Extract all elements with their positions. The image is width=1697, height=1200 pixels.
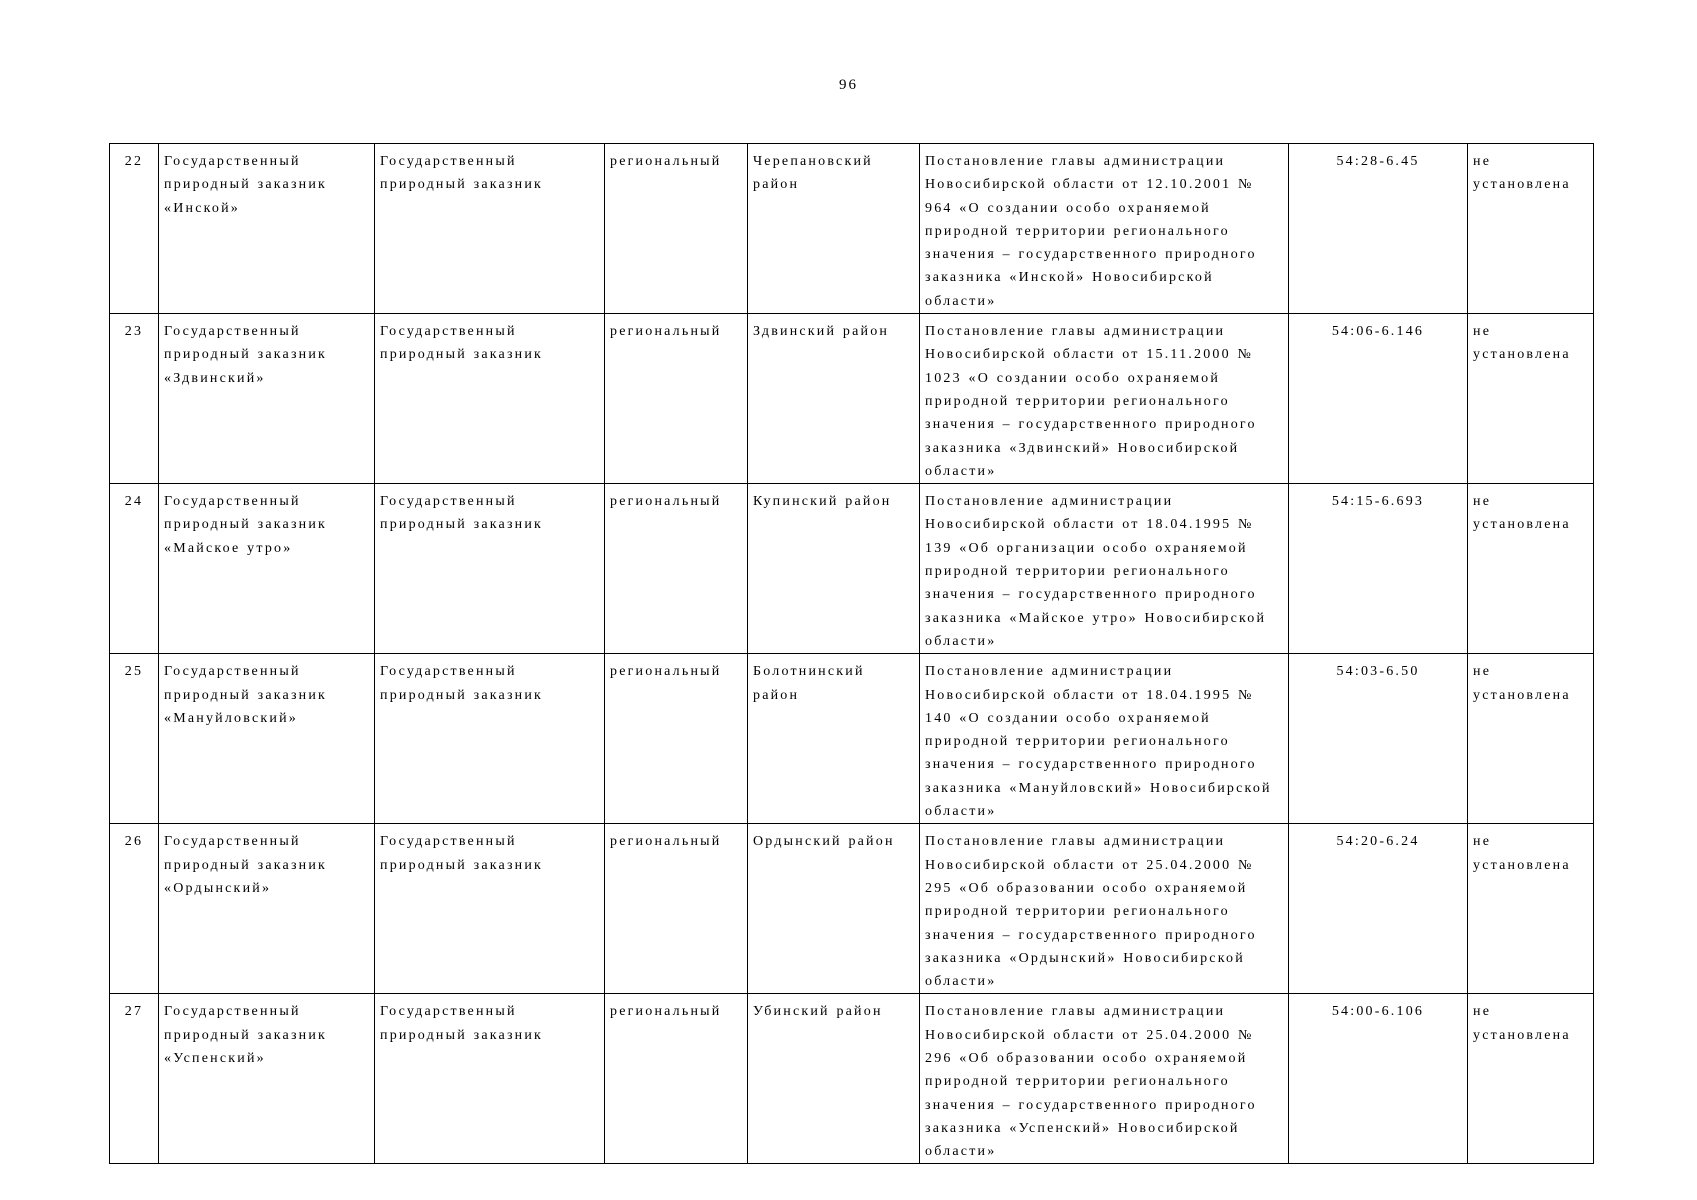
location-cell: Черепановский район	[748, 144, 920, 314]
cadastral-number-cell: 54:15-6.693	[1289, 484, 1468, 654]
document-cell: Постановление администрации Новосибирской области от 18.04.1995 № 140 «О создании особо охраняемой природной территории регионального значения – государственного природного заказника «Мануйловский» Новосибирской области»	[920, 654, 1289, 824]
area-name-cell: Государственный природный заказник «Ордынский»	[159, 824, 375, 994]
protection-zone-cell: не установлена	[1468, 654, 1594, 824]
table-row	[110, 314, 1594, 484]
table-row	[110, 144, 1594, 314]
row-number-cell: 27	[110, 994, 159, 1164]
protection-zone-cell: не установлена	[1468, 484, 1594, 654]
document-cell: Постановление главы администрации Новосибирской области от 12.10.2001 № 964 «О создании особо охраняемой природной территории регионального значения – государственного природного заказника «Инской» Новосибирской области»	[920, 144, 1289, 314]
category-cell: Государственный природный заказник	[375, 994, 605, 1164]
area-name-cell: Государственный природный заказник «Инской»	[159, 144, 375, 314]
table-row	[110, 654, 1594, 824]
document-cell: Постановление администрации Новосибирской области от 18.04.1995 № 139 «Об организации особо охраняемой природной территории регионального значения – государственного природного заказника «Майское утро» Новосибирской области»	[920, 484, 1289, 654]
table-row	[110, 994, 1594, 1164]
row-number-cell: 24	[110, 484, 159, 654]
protection-zone-cell: не установлена	[1468, 314, 1594, 484]
location-cell: Болотнинский район	[748, 654, 920, 824]
significance-cell: региональный	[605, 994, 748, 1164]
category-cell: Государственный природный заказник	[375, 824, 605, 994]
protection-zone-cell: не установлена	[1468, 824, 1594, 994]
document-cell: Постановление главы администрации Новосибирской области от 25.04.2000 № 296 «Об образовании особо охраняемой природной территории регионального значения – государственного природного заказника «Успенский» Новосибирской области»	[920, 994, 1289, 1164]
category-cell: Государственный природный заказник	[375, 484, 605, 654]
row-number-cell: 23	[110, 314, 159, 484]
row-number-cell: 26	[110, 824, 159, 994]
cadastral-number-cell: 54:06-6.146	[1289, 314, 1468, 484]
significance-cell: региональный	[605, 314, 748, 484]
area-name-cell: Государственный природный заказник «Мануйловский»	[159, 654, 375, 824]
area-name-cell: Государственный природный заказник «Успенский»	[159, 994, 375, 1164]
protection-zone-cell: не установлена	[1468, 994, 1594, 1164]
category-cell: Государственный природный заказник	[375, 654, 605, 824]
table-row	[110, 484, 1594, 654]
category-cell: Государственный природный заказник	[375, 314, 605, 484]
category-cell: Государственный природный заказник	[375, 144, 605, 314]
cadastral-number-cell: 54:28-6.45	[1289, 144, 1468, 314]
document-cell: Постановление главы администрации Новосибирской области от 25.04.2000 № 295 «Об образовании особо охраняемой природной территории регионального значения – государственного природного заказника «Ордынский» Новосибирской области»	[920, 824, 1289, 994]
location-cell: Убинский район	[748, 994, 920, 1164]
table-row	[110, 824, 1594, 994]
cadastral-number-cell: 54:00-6.106	[1289, 994, 1468, 1164]
protected-areas-table	[109, 143, 1594, 1164]
area-name-cell: Государственный природный заказник «Майское утро»	[159, 484, 375, 654]
location-cell: Здвинский район	[748, 314, 920, 484]
location-cell: Купинский район	[748, 484, 920, 654]
row-number-cell: 25	[110, 654, 159, 824]
significance-cell: региональный	[605, 144, 748, 314]
significance-cell: региональный	[605, 654, 748, 824]
cadastral-number-cell: 54:20-6.24	[1289, 824, 1468, 994]
significance-cell: региональный	[605, 824, 748, 994]
significance-cell: региональный	[605, 484, 748, 654]
cadastral-number-cell: 54:03-6.50	[1289, 654, 1468, 824]
document-cell: Постановление главы администрации Новосибирской области от 15.11.2000 № 1023 «О создании особо охраняемой природной территории регионального значения – государственного природного заказника «Здвинский» Новосибирской области»	[920, 314, 1289, 484]
page-number: 96	[839, 77, 858, 93]
protection-zone-cell: не установлена	[1468, 144, 1594, 314]
area-name-cell: Государственный природный заказник «Здвинский»	[159, 314, 375, 484]
location-cell: Ордынский район	[748, 824, 920, 994]
row-number-cell: 22	[110, 144, 159, 314]
